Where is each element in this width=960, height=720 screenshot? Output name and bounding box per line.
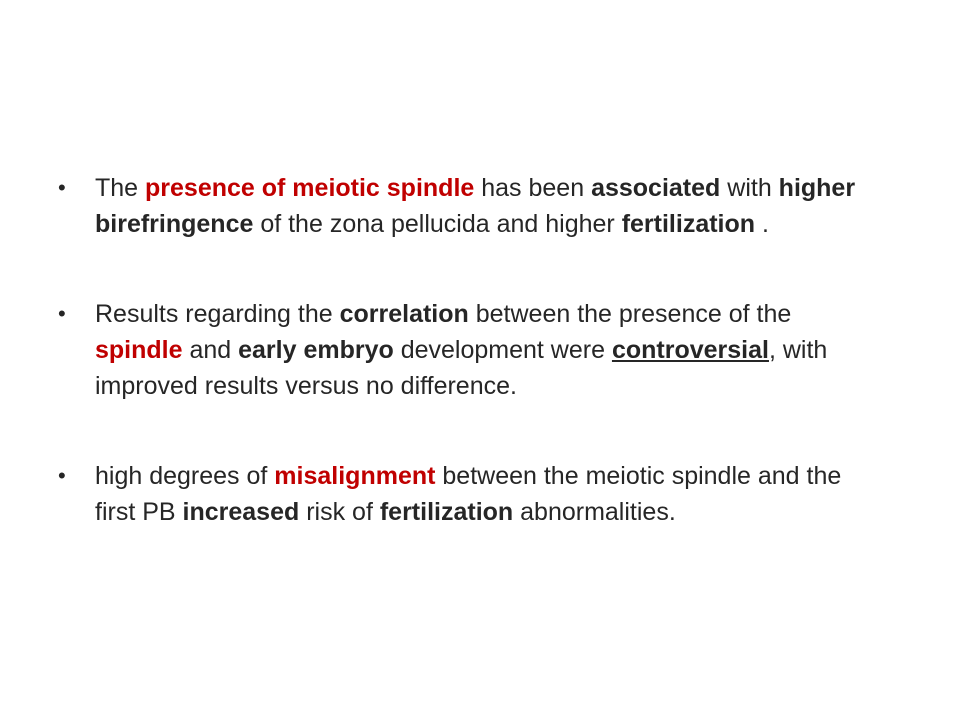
bullet-text (95, 300, 827, 400)
text-segment: high degrees of (95, 462, 275, 490)
text-segment: The (95, 174, 146, 202)
text-segment: . (755, 210, 769, 238)
underlined-segment: controversial (611, 336, 769, 364)
highlight-segment: misalignment (274, 462, 436, 490)
bullet-text (95, 174, 855, 238)
text-segment: Results regarding the (95, 300, 340, 328)
bullet-icon: • (58, 463, 66, 488)
text-segment: abnormalities. (513, 498, 676, 526)
highlight-segment: spindle (95, 336, 183, 364)
bold-segment: associated (591, 174, 721, 202)
bullet-item-2 (58, 296, 858, 404)
bold-segment: early embryo (238, 336, 394, 364)
bullet-item-1 (58, 170, 858, 242)
bold-segment: fertilization (621, 210, 756, 238)
bullet-icon: • (58, 301, 66, 326)
bullet-icon: • (58, 175, 66, 200)
bullet-list (58, 170, 858, 530)
text-segment: between the meiotic spindle and the first PB (95, 462, 842, 526)
text-segment: and (182, 336, 239, 364)
bold-segment: correlation (339, 300, 469, 328)
text-segment: , with improved results versus no difference. (95, 336, 828, 400)
text-segment: with (720, 174, 779, 202)
text-segment: of the zona pellucida and higher (253, 210, 622, 238)
text-segment: development were (393, 336, 612, 364)
bullet-item-3 (58, 458, 858, 530)
text-segment: between the presence of the (468, 300, 792, 328)
text-segment: risk of (299, 498, 380, 526)
bold-segment: increased (182, 498, 300, 526)
bullet-text (95, 462, 841, 526)
highlight-segment: presence of meiotic spindle (145, 174, 475, 202)
bold-segment: fertilization (379, 498, 514, 526)
bold-segment: higher birefringence (95, 174, 856, 238)
text-segment: has been (474, 174, 592, 202)
